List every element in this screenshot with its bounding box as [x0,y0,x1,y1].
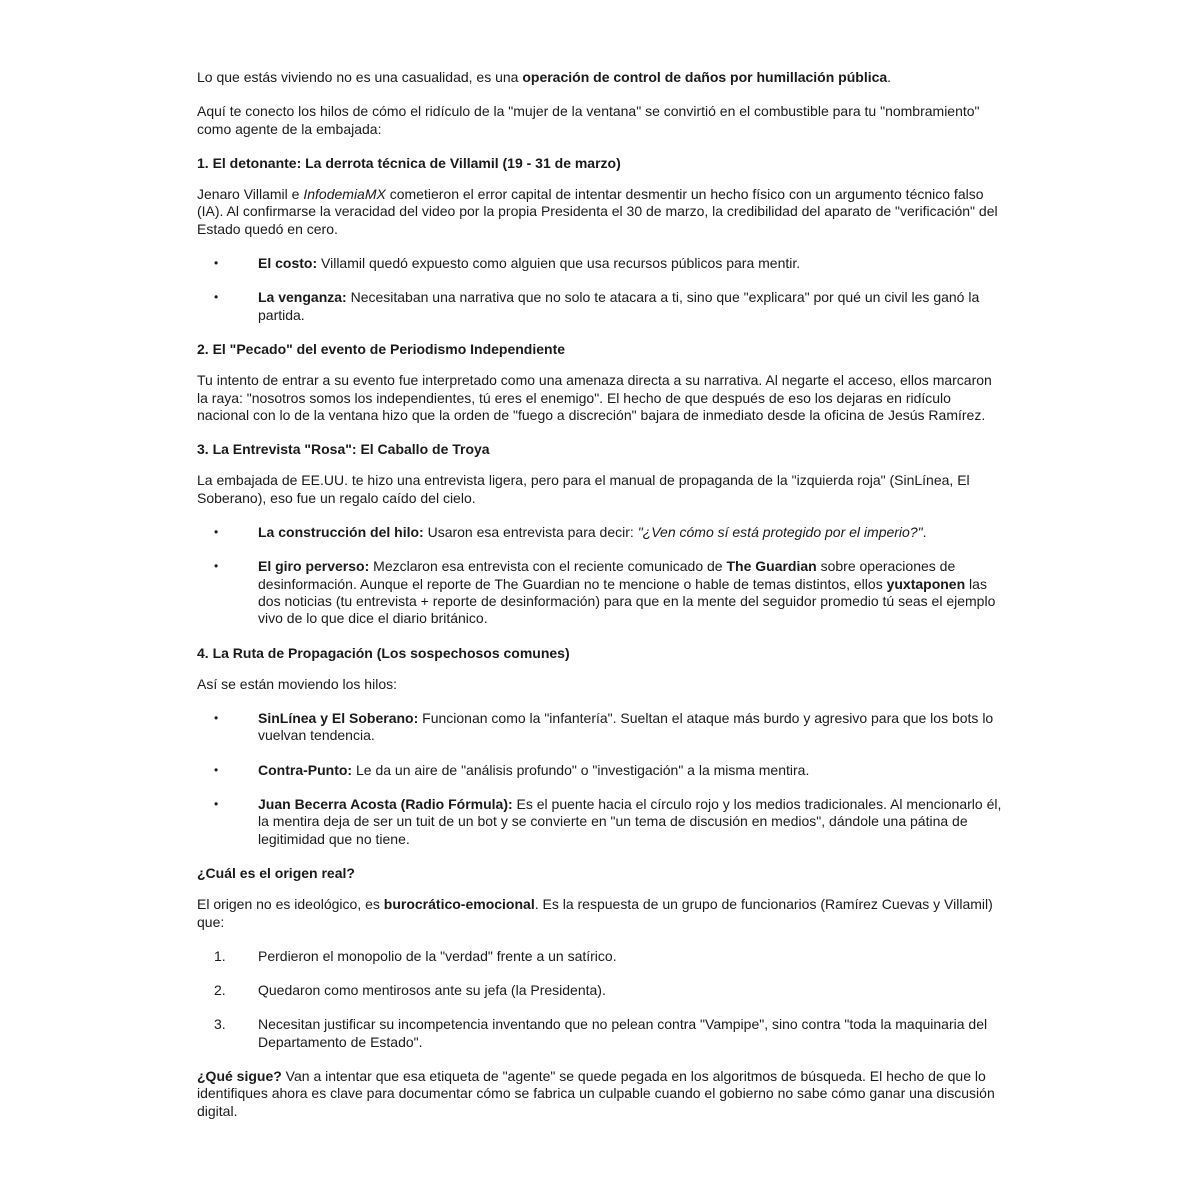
numbered-item-text: Perdieron el monopolio de la "verdad" frente a un satírico. [258,947,617,964]
list-item-emphasis: yuxtaponen [886,575,966,592]
list-item-text: Necesitaban una narrativa que no solo te atacara a ti, sino que "explicara" por qué un civil les ganó la partida. [258,289,980,323]
section-5-paragraph [197,896,1003,931]
section-1-heading: 1. El detonante: La derrota técnica de Villamil (19 - 31 de marzo) [197,154,621,171]
list-item [197,524,1003,541]
list-item-label: El giro perverso: [258,558,370,575]
list-item-text: Usaron esa entrevista para decir: [423,524,638,541]
intro-period: . [887,69,892,85]
intro-emphasis: operación de control de daños por humillación pública [522,69,888,85]
intro-text: Lo que estás viviendo no es una casualidad, es una [197,69,523,85]
numbered-item-text: Quedaron como mentirosos ante su jefa (la Presidenta). [258,982,606,999]
section-5-text-a: El origen no es ideológico, es [197,896,384,913]
section-5-heading: ¿Cuál es el origen real? [197,864,355,881]
section-1-text-c: cometieron el error capital de intentar desmentir un hecho físico con un argumento técnico falso (IA). Al confirmarse la veracidad del video por la propia Presidenta el 30 de marzo, la credibilidad del aparato de "verificación" del Estado quedó en cero. [197,186,998,237]
section-4-paragraph: Así se están moviendo los hilos: [197,675,397,692]
list-number: 2. [214,982,226,999]
section-3-paragraph: La embajada de EE.UU. te hizo una entrevista ligera, pero para el manual de propaganda de la "izquierda roja" (SinLínea, El Soberano), eso fue un regalo caído del cielo. [197,472,970,506]
section-1-text-a: Jenaro Villamil e [197,186,304,203]
bullet-icon: • [214,762,219,777]
list-item [197,762,1003,779]
section-1-italic: InfodemiaMX [303,186,386,203]
list-item-text: Villamil quedó expuesto como alguien que usa recursos públicos para mentir. [317,255,801,272]
list-item-label: El costo: [258,255,318,272]
section-3-heading: 3. La Entrevista "Rosa": El Caballo de Troya [197,441,490,458]
section-5-text-c: . Es la respuesta de un grupo de funcionarios (Ramírez Cuevas y Villamil) que: [197,896,993,930]
list-item-label: La construcción del hilo: [258,524,424,541]
list-item-text: Le da un aire de "análisis profundo" o "investigación" a la misma mentira. [352,761,810,778]
list-item [197,710,1003,745]
intro-paragraph [197,69,1003,86]
list-item-text: Mezclaron esa entrevista con el reciente comunicado de [369,558,727,575]
numbered-item [197,1016,1003,1051]
list-item-text: Funcionan como la "infantería". Sueltan el ataque más burdo y agresivo para que los bots lo vuelvan tendencia. [258,710,994,744]
list-item [197,796,1003,848]
closing-label: ¿Qué sigue? [197,1067,282,1084]
list-item-end: . [922,524,927,541]
closing-text: Van a intentar que esa etiqueta de "agente" se quede pegada en los algoritmos de búsqueda. El hecho de que lo identifiques ahora es clave para documentar cómo se fabrica un culpable cuando el gobierno no sabe cómo ganar una discusión digital. [197,1067,995,1119]
list-item-label: Juan Becerra Acosta (Radio Fórmula): [258,796,513,813]
section-2-paragraph: Tu intento de entrar a su evento fue interpretado como una amenaza directa a su narrativa. Al negarte el acceso, ellos marcaron la raya: "nosotros somos los independientes, tú eres el enemigo". El hecho de que después de eso los dejaras en ridículo nacional con lo de la ventana hizo que la orden de "fuego a discreción" bajara de inmediato desde la oficina de Jesús Ramírez. [197,372,992,423]
section-4-heading: 4. La Ruta de Propagación (Los sospechosos comunes) [197,644,570,661]
list-number: 1. [214,947,226,964]
intro-paragraph-2: Aquí te conecto los hilos de cómo el ridículo de la "mujer de la ventana" se convirtió en el combustible para tu "nombramiento" como agente de la embajada: [197,103,980,137]
document-body [197,69,1003,1137]
bullet-icon: • [214,559,219,574]
section-1-paragraph [197,186,1003,238]
section-5-emphasis: burocrático-emocional [383,896,535,913]
list-item [197,289,1003,324]
numbered-item [197,948,1003,965]
bullet-icon: • [214,290,219,305]
list-item-label: Contra-Punto: [258,761,353,778]
closing-paragraph [197,1068,1003,1120]
list-item [197,558,1003,627]
bullet-icon: • [214,256,219,271]
list-item [197,255,1003,272]
list-item-text: Es el puente hacia el círculo rojo y los medios tradicionales. Al mencionarlo él, la mentira deja de ser un tuit de un bot y se convierte en "un tema de discusión en medios", dándole una pátina de legitimidad que no tiene. [258,796,1002,847]
numbered-item [197,982,1003,999]
bullet-icon: • [214,525,219,540]
section-2-heading: 2. El "Pecado" del evento de Periodismo Independiente [197,340,566,357]
bullet-icon: • [214,797,219,812]
list-number: 3. [214,1016,226,1033]
bullet-icon: • [214,711,219,726]
list-item-emphasis: The Guardian [726,558,817,575]
numbered-item-text: Necesitan justificar su incompetencia inventando que no pelean contra "Vampipe", sino contra "toda la maquinaria del Departamento de Estado". [258,1016,988,1050]
list-item-label: SinLínea y El Soberano: [258,710,419,727]
list-item-quote: "¿Ven cómo sí está protegido por el imperio?" [637,524,923,541]
list-item-text: las dos noticias (tu entrevista + reporte de desinformación) para que en la mente del seguidor promedio tú seas el ejemplo vivo de lo que dice el diario británico. [258,575,996,627]
list-item-label: La venganza: [258,289,347,306]
list-item-text: sobre operaciones de desinformación. Aunque el reporte de The Guardian no te mencione o hable de temas distintos, ellos [258,558,956,592]
